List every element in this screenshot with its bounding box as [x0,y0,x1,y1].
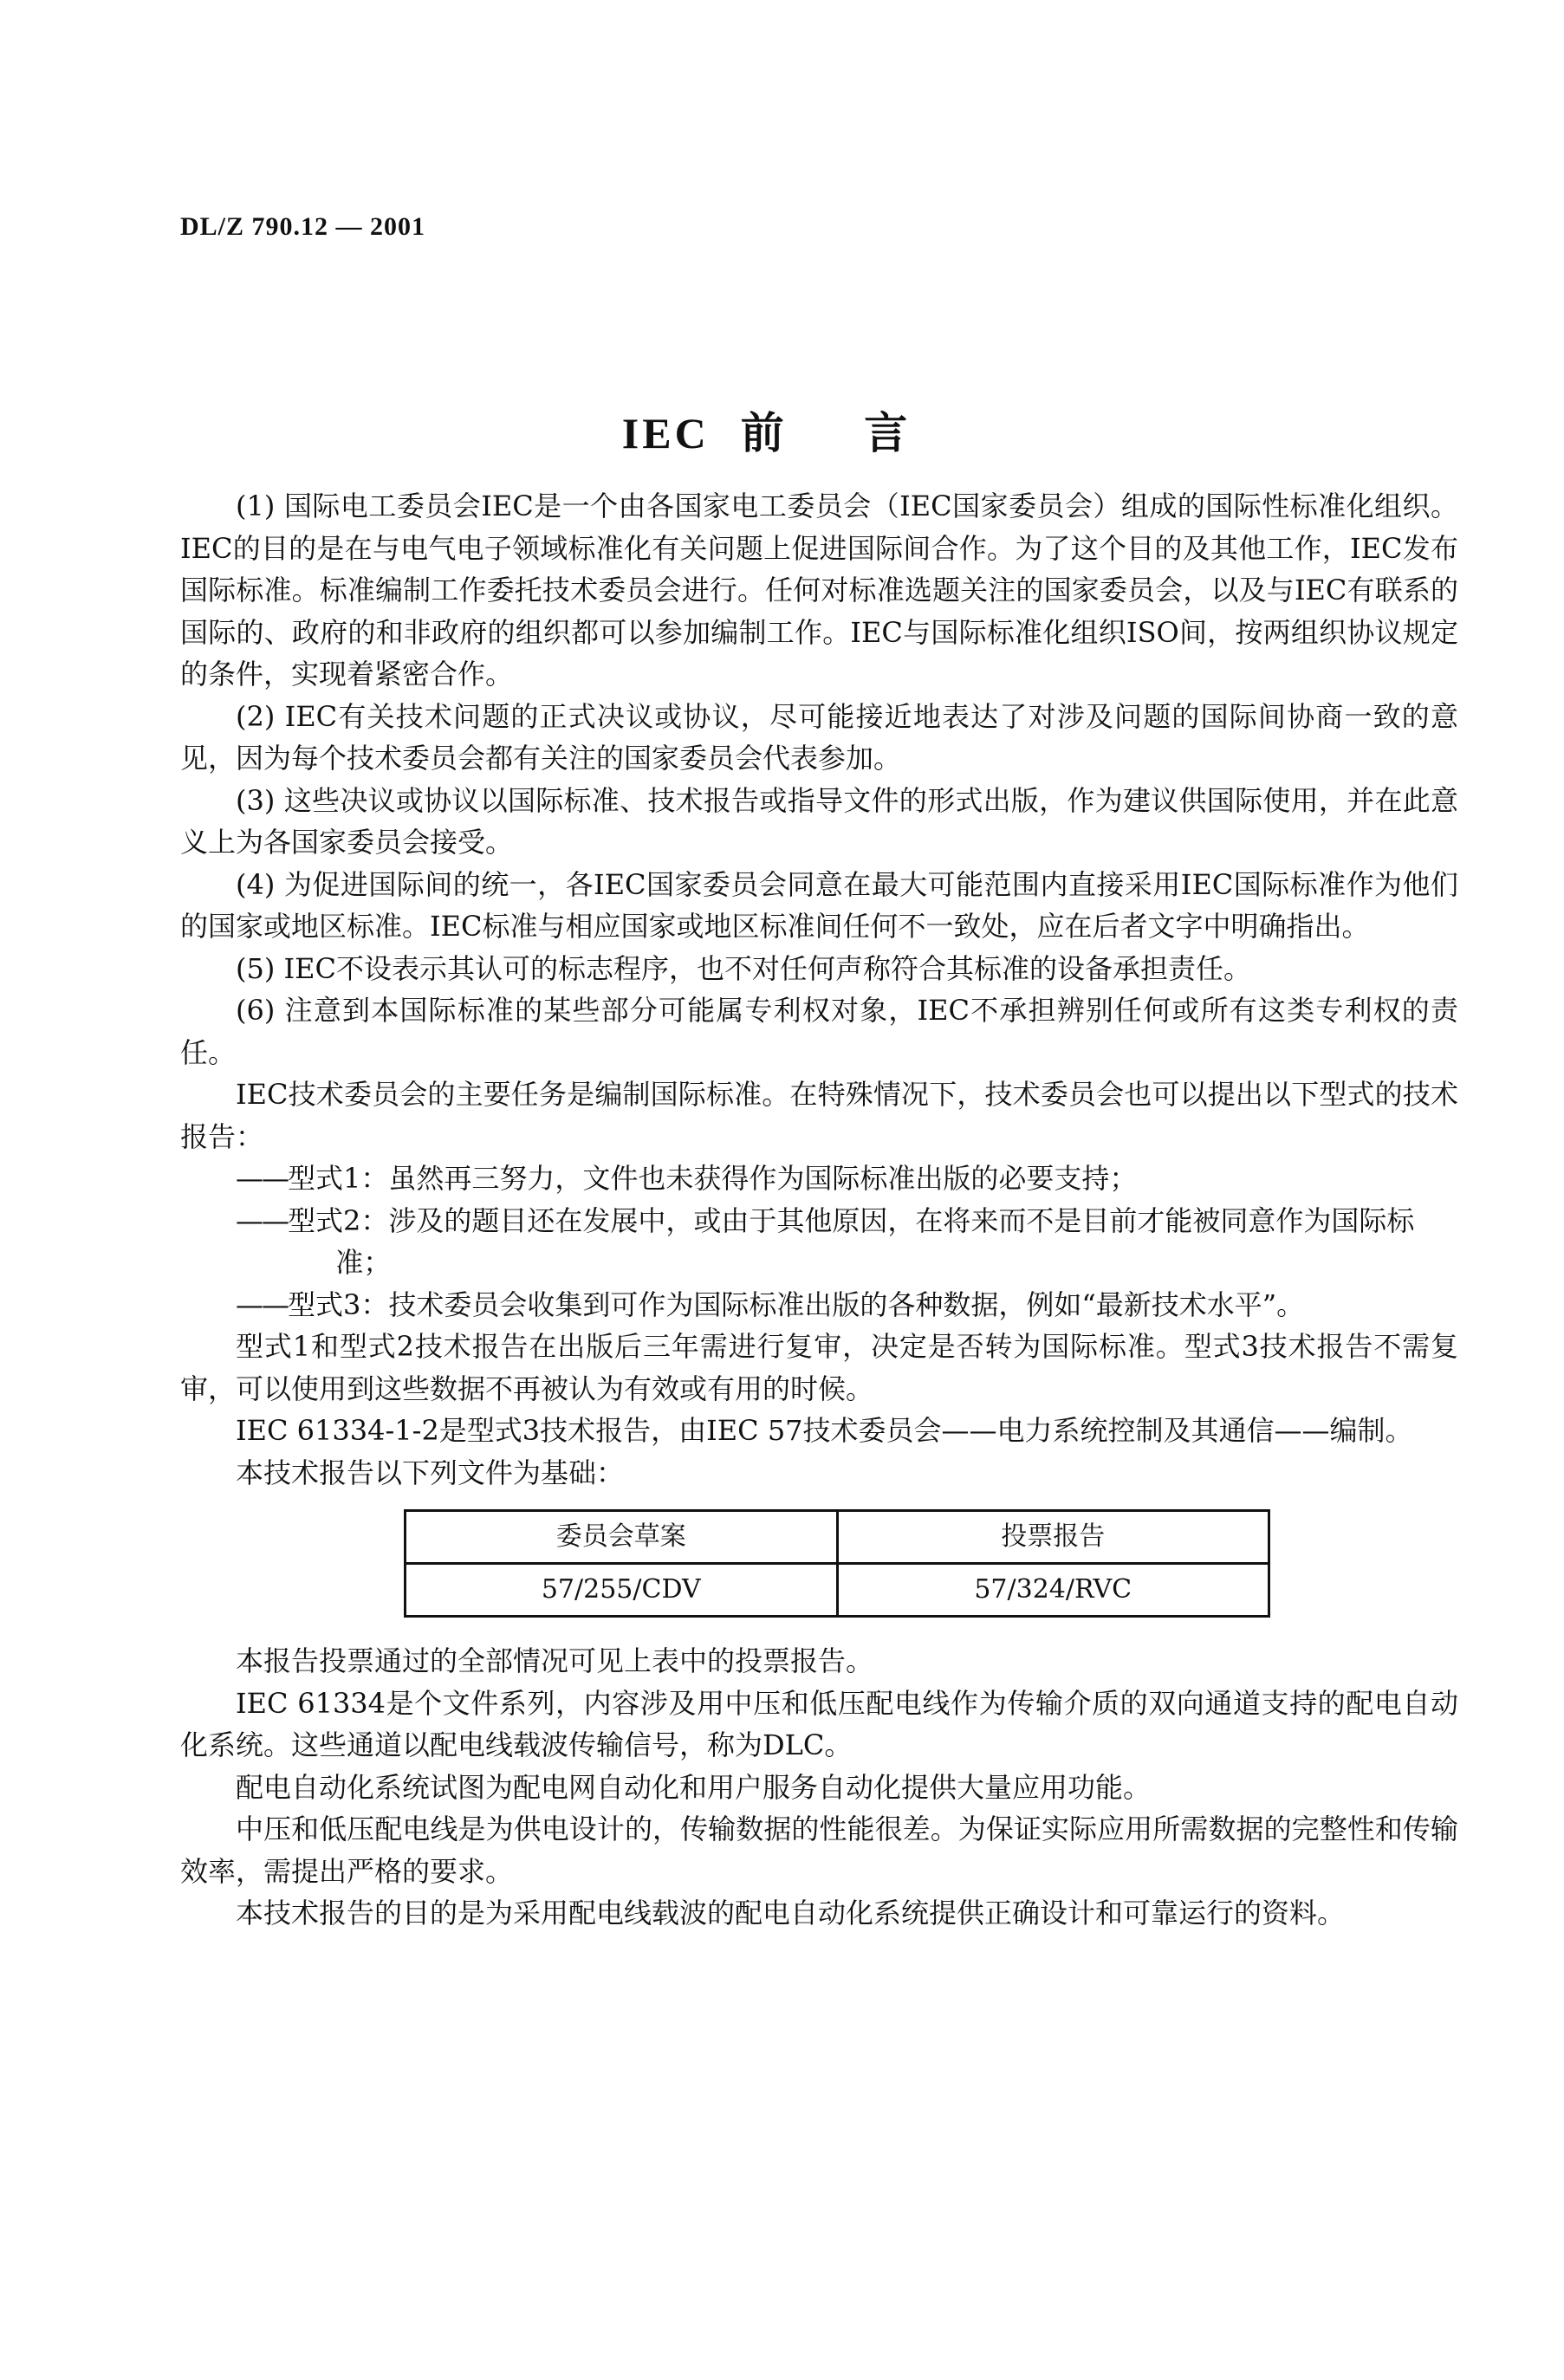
paragraph-2: (2) IEC有关技术问题的正式决议或协议，尽可能接近地表达了对涉及问题的国际间协商一致的意见，因为每个技术委员会都有关注的国家委员会代表参加。 [180,699,1458,775]
basis-table [404,1509,1270,1618]
list-item-text: 型式2：涉及的题目还在发展中，或由于其他原因，在将来而不是目前才能被同意作为国际标准； [288,1203,1415,1279]
dash-mark: —— [236,1203,288,1237]
preface-body [180,485,1458,1935]
paragraph-series: IEC 61334是个文件系列，内容涉及用中压和低压配电线作为传输介质的双向通道支持的配电自动化系统。这些通道以配电线载波传输信号，称为DLC。 [180,1686,1458,1761]
paragraph-review: 型式1和型式2技术报告在出版后三年需进行复审，决定是否转为国际标准。型式3技术报告不需复审，可以使用到这些数据不再被认为有效或有用的时候。 [180,1330,1458,1405]
paragraph-4: (4) 为促进国际间的统一，各IEC国家委员会同意在最大可能范围内直接采用IEC国际标准作为他们的国家或地区标准。IEC标准与相应国家或地区标准间任何不一致处，应在后者文字中明确指出。 [180,867,1458,943]
paragraph-lines: 中压和低压配电线是为供电设计的，传输数据的性能很差。为保证实际应用所需数据的完整性和传输效率，需提出严格的要求。 [180,1813,1458,1888]
table-cell: 57/255/CDV [406,1564,838,1617]
dash-mark: —— [236,1287,288,1321]
paragraph-5: (5) IEC不设表示其认可的标志程序，也不对任何声称符合其标准的设备承担责任。 [236,951,1251,985]
list-item-text: 型式1：虽然再三努力，文件也未获得作为国际标准出版的必要支持； [288,1162,1138,1195]
list-item [236,1284,1458,1326]
title-chinese: 前 言 [740,409,943,457]
paragraph-iec61334-1-2: IEC 61334-1-2是型式3技术报告，由IEC 57技术委员会——电力系统控制及其通信——编制。 [236,1414,1413,1447]
paragraph-basis: 本技术报告以下列文件为基础： [236,1456,625,1489]
list-item [236,1158,1458,1200]
page-title [0,399,1564,461]
paragraph-da-system: 配电自动化系统试图为配电网自动化和用户服务自动化提供大量应用功能。 [236,1770,1152,1804]
paragraph-1: (1) 国际电工委员会IEC是一个由各国家电工委员会（IEC国家委员会）组成的国际性标准化组织。IEC的目的是在与电气电子领域标准化有关问题上促进国际间合作。为了这个目的及其他工作，IEC发布国际标准。标准编制工作委托技术委员会进行。任何对标准选题关注的国家委员会，以及与IEC有联系的国际的、政府的和非政府的组织都可以参加编制工作。IEC与国际标准化组织ISO间，按两组织协议规定的条件，实现着紧密合作。 [180,490,1458,691]
paragraph-purpose: 本技术报告的目的是为采用配电线载波的配电自动化系统提供正确设计和可靠运行的资料。 [236,1897,1346,1929]
list-item [236,1200,1458,1284]
title-latin: IEC [621,409,710,457]
table-row [406,1564,1269,1617]
paragraph-report-types: IEC技术委员会的主要任务是编制国际标准。在特殊情况下，技术委员会也可以提出以下型式的技术报告： [180,1078,1458,1153]
paragraph-6: (6) 注意到本国际标准的某些部分可能属专利权对象，IEC不承担辨别任何或所有这类专利权的责任。 [180,994,1458,1069]
list-item-text: 型式3：技术委员会收集到可作为国际标准出版的各种数据，例如“最新技术水平”。 [288,1287,1305,1321]
table-cell: 57/324/RVC [837,1564,1269,1617]
document-code: DL/Z 790.12 — 2001 [180,212,426,241]
paragraph-vote: 本报告投票通过的全部情况可见上表中的投票报告。 [236,1644,874,1677]
table-header-cell: 投票报告 [837,1511,1269,1564]
dash-mark: —— [236,1162,288,1195]
table-header-row [406,1511,1269,1564]
paragraph-3: (3) 这些决议或协议以国际标准、技术报告或指导文件的形式出版，作为建议供国际使用，并在此意义上为各国家委员会接受。 [180,783,1458,859]
table-header-cell: 委员会草案 [406,1511,838,1564]
